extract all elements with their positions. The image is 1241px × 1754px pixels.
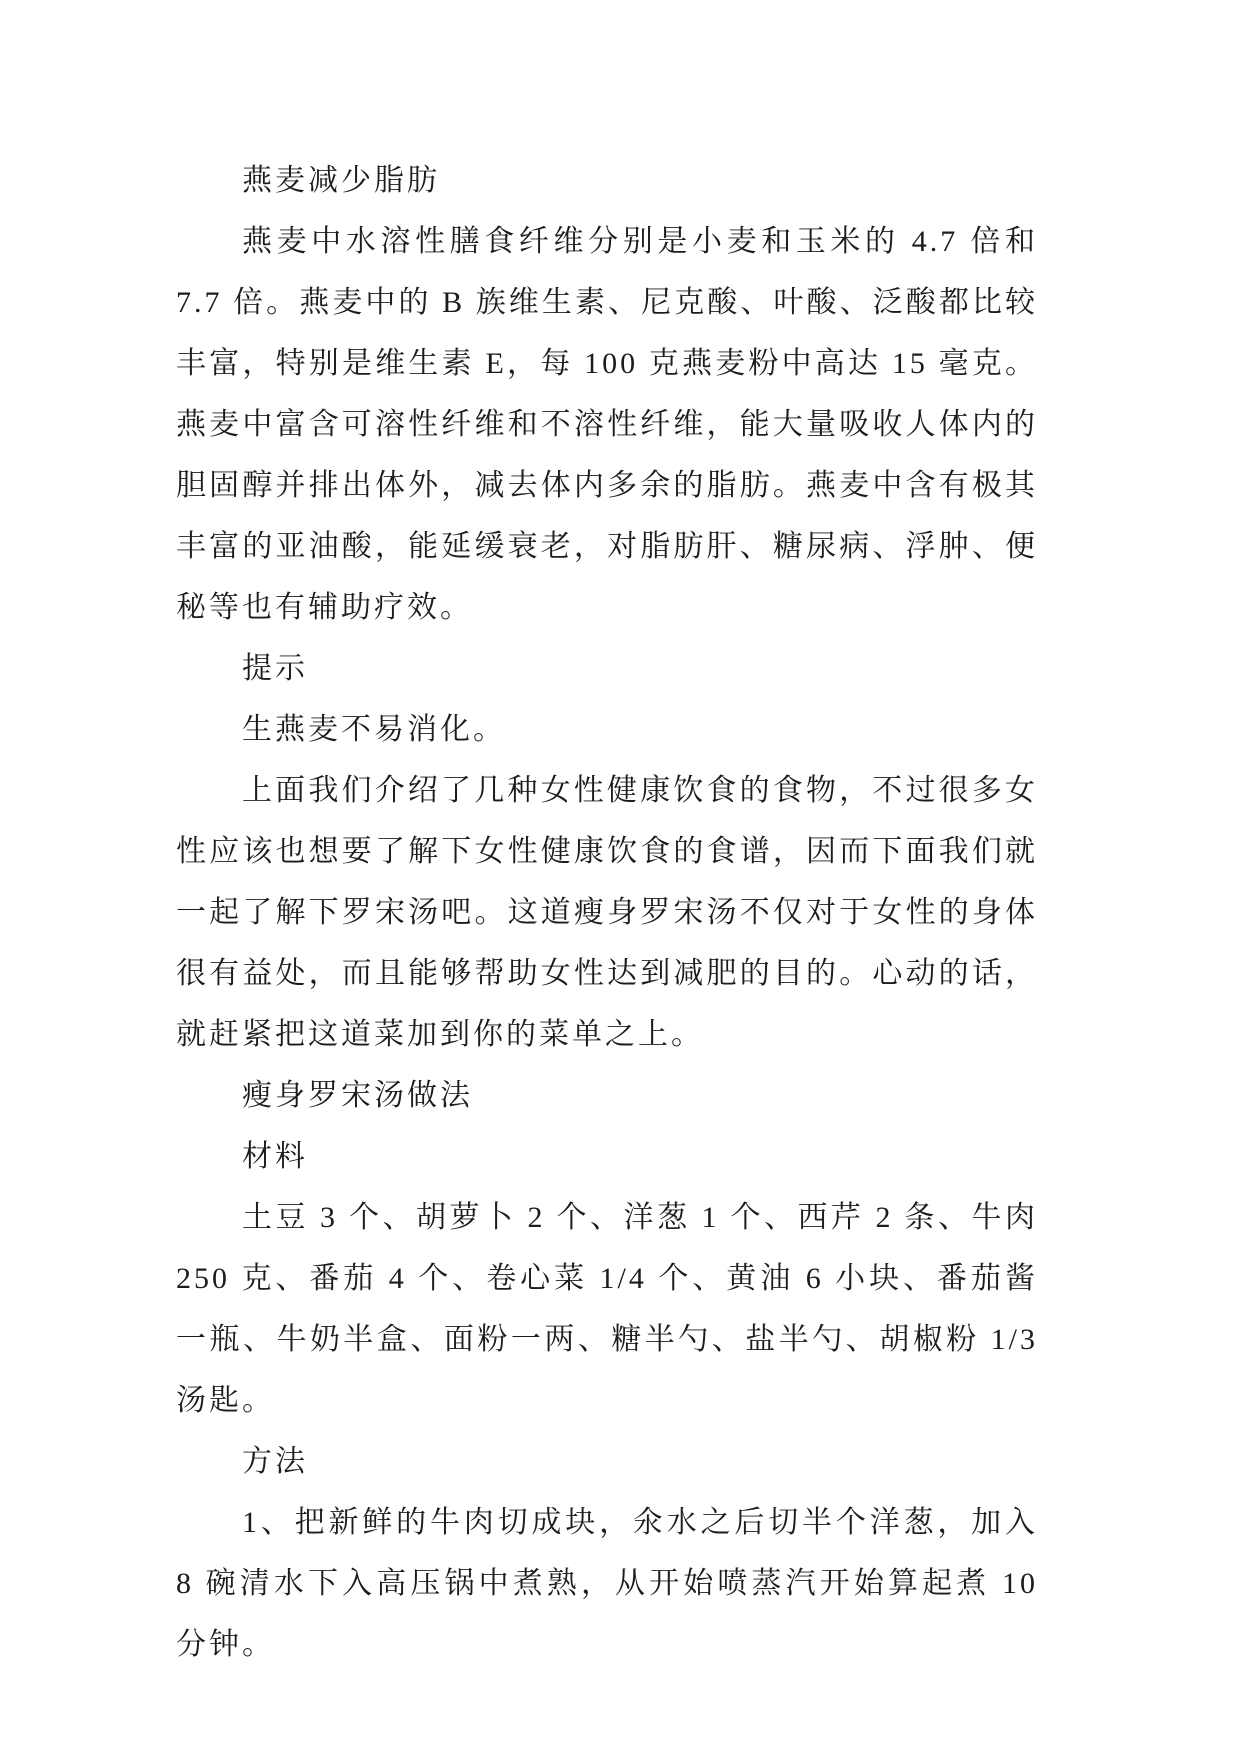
paragraph-method-step-1: 1、把新鲜的牛肉切成块，氽水之后切半个洋葱，加入 8 碗清水下入高压锅中煮熟，从开始喷蒸汽开始算起煮 10 分钟。 (176, 1506, 1038, 1661)
paragraph-oats-heading: 燕麦减少脂肪 (242, 164, 440, 197)
paragraph-ingredients: 土豆 3 个、胡萝卜 2 个、洋葱 1 个、西芹 2 条、牛肉 250 克、番茄 4 个、卷心菜 1/4 个、黄油 6 小块、番茄酱一瓶、牛奶半盒、面粉一两、糖半勺、盐半勺、胡椒粉 1/3 汤匙。 (176, 1201, 1038, 1417)
paragraph-recipe-title: 瘦身罗宋汤做法 (242, 1079, 473, 1112)
paragraph-method-label: 方法 (242, 1445, 308, 1478)
document-page (176, 150, 1038, 1675)
paragraph-oats-detail: 燕麦中水溶性膳食纤维分别是小麦和玉米的 4.7 倍和 7.7 倍。燕麦中的 B 族维生素、尼克酸、叶酸、泛酸都比较丰富，特别是维生素 E，每 100 克燕麦粉中高达 15 毫克。燕麦中富含可溶性纤维和不溶性纤维，能大量吸收人体内的胆固醇并排出体外，减去体内多余的脂肪。燕麦中含有极其丰富的亚油酸，能延缓衰老，对脂肪肝、糖尿病、浮肿、便秘等也有辅助疗效。 (176, 225, 1038, 624)
paragraph-materials-label: 材料 (242, 1140, 308, 1173)
paragraph-tip-label: 提示 (242, 652, 308, 685)
paragraph-intro-borscht: 上面我们介绍了几种女性健康饮食的食物，不过很多女性应该也想要了解下女性健康饮食的食谱，因而下面我们就一起了解下罗宋汤吧。这道瘦身罗宋汤不仅对于女性的身体很有益处，而且能够帮助女性达到减肥的目的。心动的话，就赶紧把这道菜加到你的菜单之上。 (176, 774, 1038, 1051)
paragraph-tip-text: 生燕麦不易消化。 (242, 713, 506, 746)
